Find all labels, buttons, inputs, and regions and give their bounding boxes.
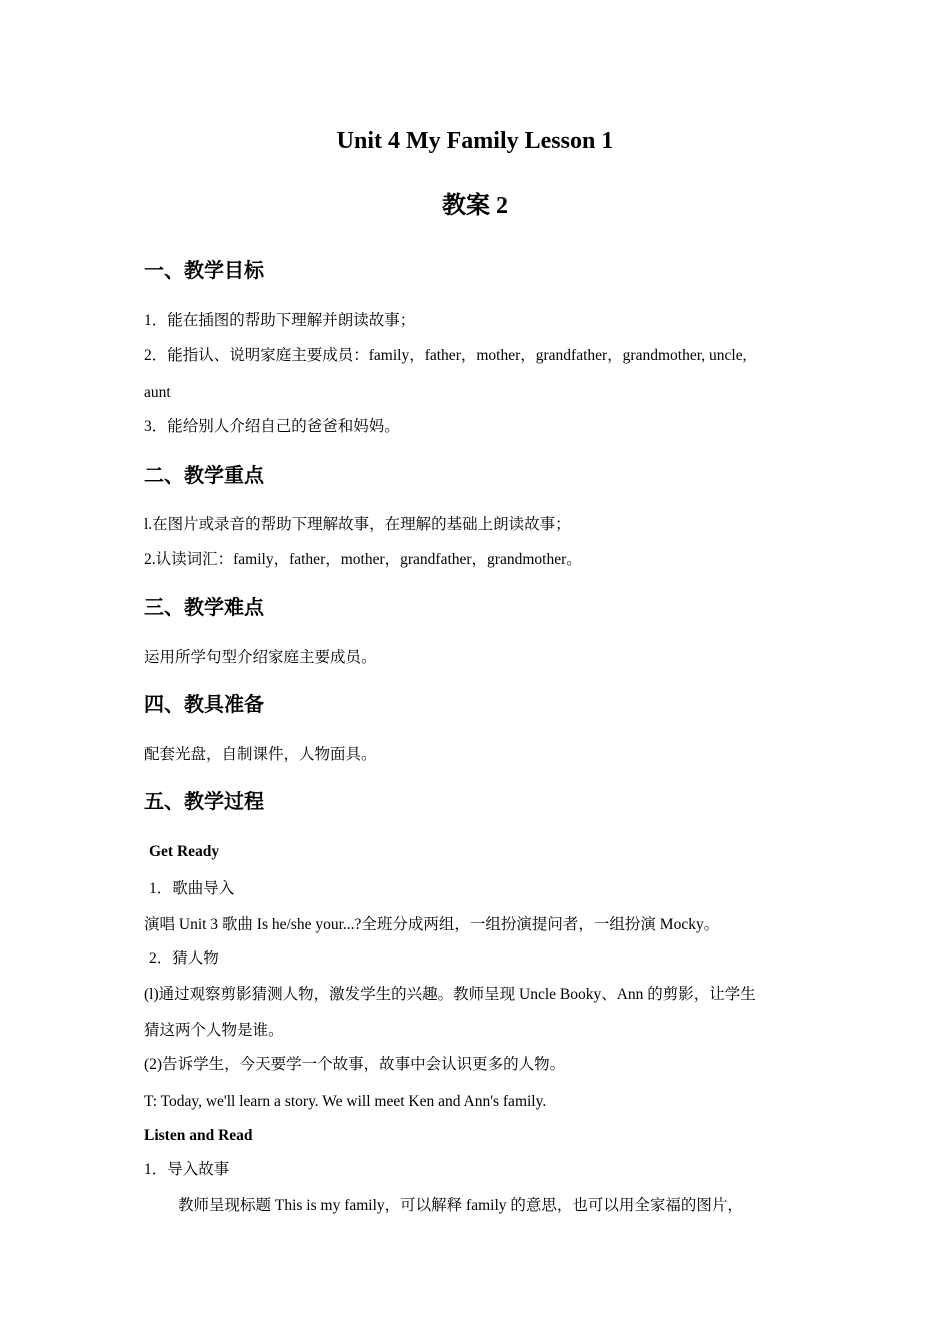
step-song-intro-text: 演唱 Unit 3 歌曲 Is he/she your...?全班分成两组，一组扮演提问者，一组扮演 Mocky。 — [144, 916, 720, 933]
section-heading-key-points: 二、教学重点 — [144, 465, 264, 487]
objective-line-1: 1．能在插图的帮助下理解并朗读故事； — [144, 312, 416, 329]
step-story-intro: 1．导入故事 — [144, 1161, 230, 1178]
section-heading-process: 五、教学过程 — [144, 791, 264, 813]
section-heading-objectives: 一、教学目标 — [144, 260, 264, 282]
section-heading-materials: 四、教具准备 — [144, 694, 264, 716]
step-song-intro: 1．歌曲导入 — [149, 880, 235, 897]
step-guess-text-1: (l)通过观察剪影猜测人物，激发学生的兴趣。教师呈现 Uncle Booky、Ann 的剪影，让学生 — [144, 986, 756, 1003]
objective-line-2-continued: aunt — [144, 384, 171, 401]
difficulty-line-1: 运用所学句型介绍家庭主要成员。 — [144, 649, 377, 666]
objective-line-2: 2．能指认、说明家庭主要成员：family，father，mother，grandfather，grandmother, uncle, — [144, 347, 747, 364]
section-heading-difficulties: 三、教学难点 — [144, 597, 264, 619]
step-story-intro-text: 教师呈现标题 This is my family，可以解释 family 的意思，也可以用全家福的图片， — [178, 1197, 743, 1214]
document-subtitle: 教案 2 — [442, 193, 508, 219]
step-guess-text-2: (2)告诉学生，今天要学一个故事，故事中会认识更多的人物。 — [144, 1056, 566, 1073]
key-point-line-2: 2.认读词汇：family，father，mother，grandfather，grandmother。 — [144, 551, 582, 568]
get-ready-heading: Get Ready — [149, 843, 220, 860]
listen-and-read-heading: Listen and Read — [144, 1127, 253, 1144]
key-point-line-1: l.在图片或录音的帮助下理解故事，在理解的基础上朗读故事； — [144, 516, 571, 533]
teacher-dialogue-line: T: Today, we'll learn a story. We will meet Ken and Ann's family. — [144, 1093, 547, 1110]
materials-line-1: 配套光盘，自制课件，人物面具。 — [144, 746, 377, 763]
objective-line-3: 3．能给别人介绍自己的爸爸和妈妈。 — [144, 418, 400, 435]
step-guess-text-1-continued: 猜这两个人物是谁。 — [144, 1022, 284, 1039]
document-title: Unit 4 My Family Lesson 1 — [336, 128, 614, 154]
step-guess-characters: 2．猜人物 — [149, 950, 219, 967]
